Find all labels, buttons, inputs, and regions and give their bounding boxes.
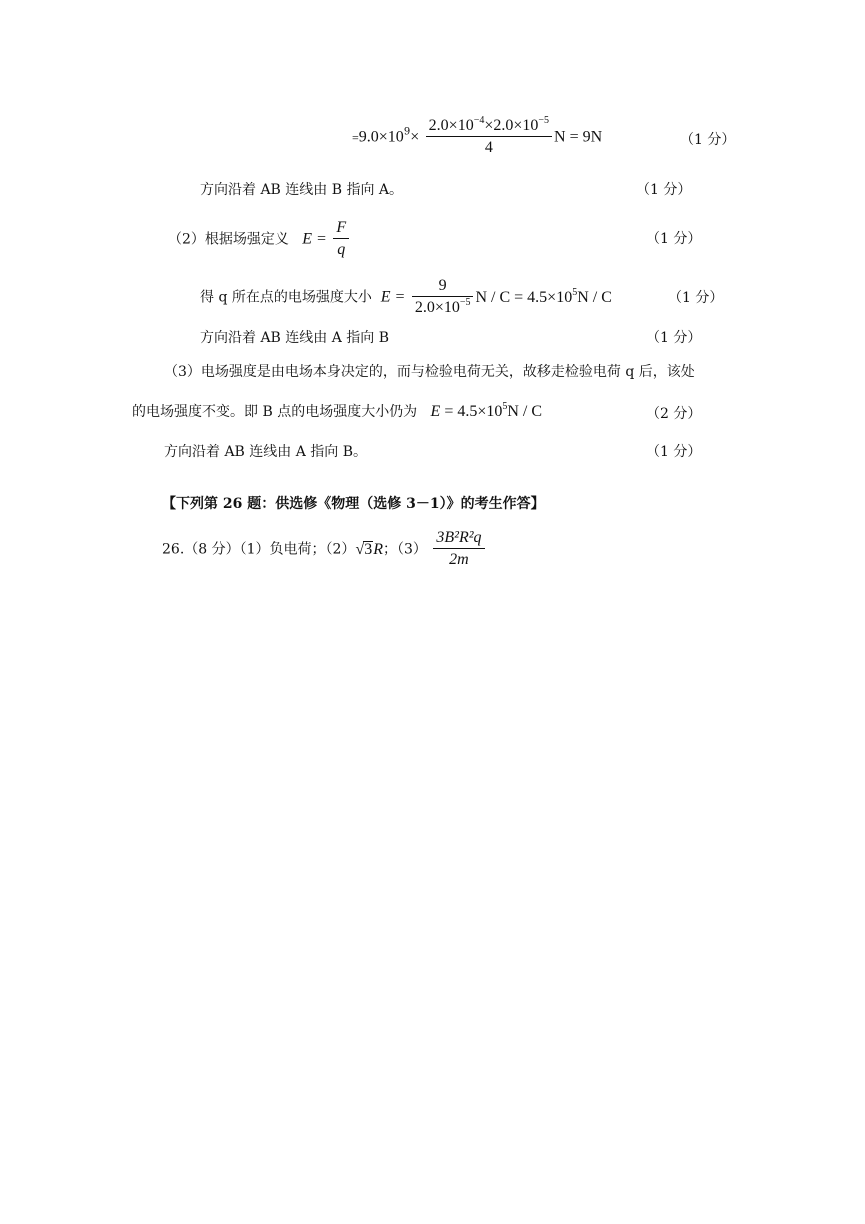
eq1-result: N = 9N bbox=[554, 128, 603, 146]
direction-line-3: 方向沿着 AB 连线由 A 指向 B。 bbox=[164, 444, 368, 460]
part3-text: 的电场强度不变。即 B 点的电场强度大小仍为 bbox=[132, 404, 418, 420]
eq1-numerator: $2.0\times 10^{-4}\times 2.0\times 10^{-5}$ bbox=[426, 116, 552, 137]
q26-sqrt: √3R bbox=[355, 540, 383, 558]
part2b-text: 得 q 所在点的电场强度大小 bbox=[200, 289, 372, 306]
q26-mid: ；（3） bbox=[383, 541, 427, 558]
part2b-result: $N / C = 4.5\times 10^5N / C$ bbox=[475, 286, 612, 306]
part2b-numerator: 9 bbox=[412, 276, 474, 297]
part2b-denominator: $2.0\times 10^{-5}$ bbox=[414, 297, 471, 316]
q26-prefix: 26.（8 分）（1）负电荷；（2） bbox=[162, 541, 356, 558]
part2-E: E = bbox=[302, 230, 327, 248]
score-1: （1 分） bbox=[680, 132, 736, 148]
q26-numerator: 3B²R²q bbox=[433, 528, 484, 549]
part2-numerator: F bbox=[333, 218, 349, 239]
score-4: （1 分） bbox=[668, 290, 724, 306]
score-7: （1 分） bbox=[646, 444, 702, 460]
part3-line-2 bbox=[132, 402, 542, 422]
eq1-coefficient-exp: 9 bbox=[403, 126, 411, 138]
eq1-fraction bbox=[426, 116, 552, 159]
question-26-answer bbox=[162, 528, 487, 571]
equation-coulomb-force bbox=[352, 116, 602, 159]
section-header: 【下列第 26 题：供选修《物理（选修 3－1）》的考生作答】 bbox=[162, 496, 545, 512]
part2b-fraction bbox=[412, 276, 474, 319]
eq1-prefix: = bbox=[352, 130, 359, 145]
part2-denominator: q bbox=[337, 241, 346, 258]
eq1-times: × bbox=[410, 128, 420, 146]
part2b-E: E = bbox=[380, 288, 406, 306]
part2-fraction bbox=[333, 218, 349, 261]
part2-field-value bbox=[200, 276, 612, 319]
score-3: （1 分） bbox=[646, 231, 702, 247]
direction-line-1: 方向沿着 AB 连线由 B 指向 A。 bbox=[200, 182, 404, 198]
part3-equation: $E = 4.5\times 10^5N / C$ bbox=[430, 401, 543, 420]
eq1-denominator: 4 bbox=[484, 139, 493, 156]
q26-denominator: 2m bbox=[449, 551, 469, 568]
part2-definition bbox=[168, 218, 351, 261]
direction-line-2: 方向沿着 AB 连线由 A 指向 B bbox=[200, 330, 390, 346]
q26-fraction bbox=[433, 528, 484, 571]
part3-line-1: （3）电场强度是由电场本身决定的，而与检验电荷无关，故移走检验电荷 q 后，该处 bbox=[164, 364, 695, 380]
part2-text: （2）根据场强定义 bbox=[168, 231, 289, 248]
score-5: （1 分） bbox=[646, 330, 702, 346]
eq1-coefficient: 9.0×10 bbox=[358, 128, 404, 146]
score-6: （2 分） bbox=[646, 406, 702, 422]
score-2: （1 分） bbox=[636, 182, 692, 198]
